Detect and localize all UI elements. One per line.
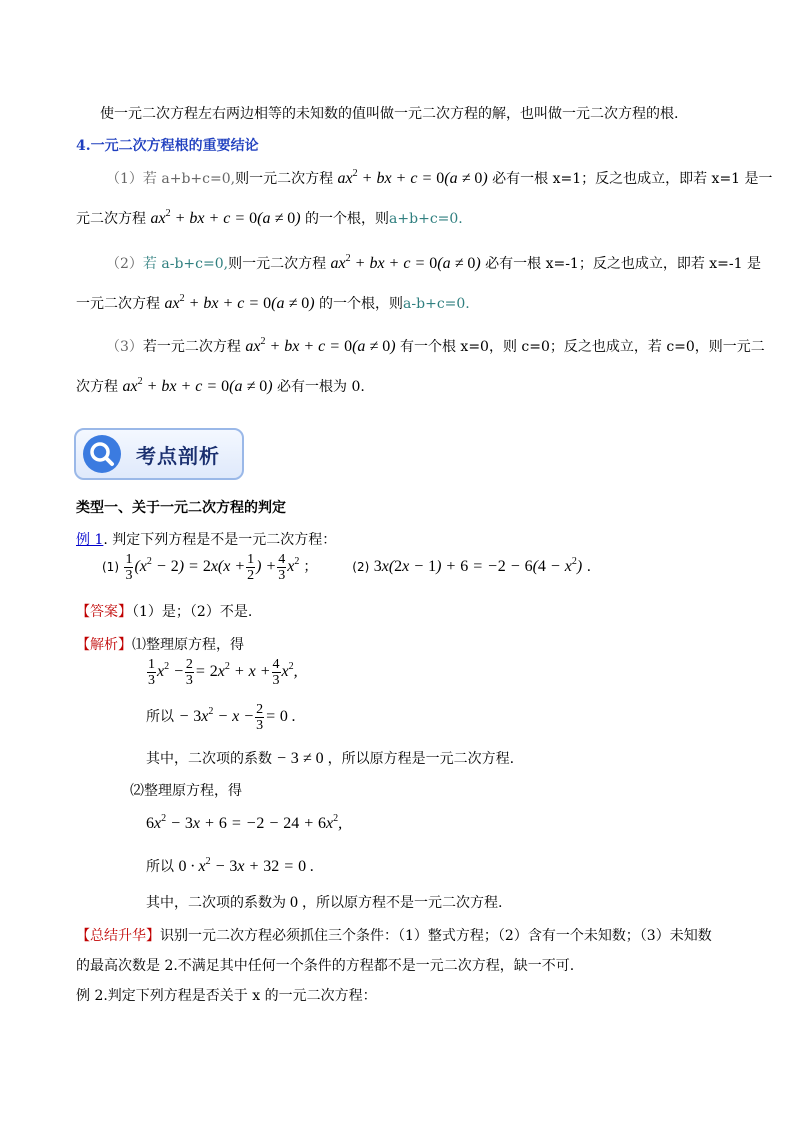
- equation-step: $\frac{1}{3}$ $x^2$ − $\frac{2}{3}$ = $2x^2 + x$ + $\frac{4}{3}$ $x^2$,: [148, 657, 298, 688]
- conclusion-text: 一元二次方程: [76, 296, 160, 312]
- quadratic-equation: $ax^2$ + bx + c = 0(a ≠ 0): [245, 336, 396, 355]
- analysis-text: ⑴整理原方程，得: [132, 637, 244, 653]
- section-banner: [74, 428, 244, 480]
- magnifier-icon: [82, 434, 122, 474]
- conclusion-3-line-1: [106, 336, 765, 356]
- equation-1: $\frac{1}{3}$ $(x^2 - 2) = 2x(x$ + $\frac{1}{2}$ ) + $\frac{4}{3}$ $x^2$: [125, 552, 300, 583]
- item-number: （1）: [106, 171, 143, 187]
- conclusion-2-line-1: [106, 253, 761, 273]
- conclusion-text: 则一元二次方程: [228, 256, 327, 272]
- analysis-conclusion-1: [146, 748, 514, 768]
- answer-text: （1）是；（2）不是.: [132, 604, 253, 620]
- conclusion-1-line-2: [76, 208, 463, 228]
- conclusion-text: 必有一根 x=-1；反之也成立，即若 x=-1 是: [485, 256, 762, 272]
- condition-text: 若 a-b+c=0,: [142, 256, 229, 272]
- equation-step: $6x^2 - 3x + 6 = -2 - 24 + 6x^2$,: [146, 813, 343, 832]
- condition-text: a-b+c=0.: [403, 296, 470, 312]
- analysis-text: 所以: [146, 859, 174, 875]
- conclusion-text: 的一个根，则: [319, 296, 404, 312]
- conclusion-text: 元二次方程: [76, 211, 146, 227]
- equation-2: $3x(2x - 1) + 6 = -2 - 6(4 - x^2)$: [373, 556, 583, 576]
- equation-label: (1): [102, 560, 119, 575]
- item-number: （3）: [106, 339, 143, 355]
- conclusion-text: 则一元二次方程: [235, 171, 334, 187]
- condition-text: 若 a+b+c=0,: [142, 171, 236, 187]
- analysis-text: 所以: [146, 709, 174, 726]
- analysis-equation-4: [146, 856, 314, 876]
- quadratic-equation: $ax^2$ + bx + c = 0(a ≠ 0): [330, 253, 481, 272]
- analysis-equation-3: [146, 815, 342, 833]
- analysis-text: 其中，二次项的系数: [146, 751, 272, 767]
- coefficient-value: 0: [286, 894, 302, 911]
- analysis-equation-2: [146, 702, 296, 733]
- quadratic-equation: $ax^2$ + bx + c = 0(a ≠ 0): [150, 208, 301, 227]
- conclusion-text: 必有一根 x=1；反之也成立，即若 x=1 是一: [492, 171, 773, 187]
- analysis-text: 其中，二次项的系数为: [146, 895, 286, 911]
- summary-tag: 【总结升华】: [76, 928, 160, 944]
- summary-line-2: 的最高次数是 2.不满足其中任何一个条件的方程都不是一元二次方程，缺一不可.: [76, 958, 575, 974]
- summary-text: 识别一元二次方程必须抓住三个条件：（1）整式方程；（2）含有一个未知数；（3）未知数: [160, 928, 712, 944]
- type-1-heading: 类型一、关于一元二次方程的判定: [76, 500, 286, 516]
- analysis-text: ，所以原方程不是一元二次方程.: [302, 895, 503, 911]
- item-number: （2）: [106, 256, 143, 272]
- conclusion-text: 有一个根 x=0，则 c=0；反之也成立，若 c=0，则一元二: [399, 339, 765, 355]
- definition-text: 使一元二次方程左右两边相等的未知数的值叫做一元二次方程的解，也叫做一元二次方程的根.: [100, 106, 679, 122]
- example-text: . 判定下列方程是不是一元二次方程：: [103, 532, 337, 548]
- coefficient-expression: − 3 ≠ 0: [272, 750, 324, 767]
- conclusion-text: 若一元二次方程: [142, 339, 241, 355]
- analysis-line-1: [76, 634, 244, 654]
- quadratic-equation: $ax^2$ + bx + c = 0(a ≠ 0): [164, 293, 315, 312]
- banner-title: 考点剖析: [136, 444, 220, 468]
- analysis-tag: 【解析】: [76, 637, 132, 653]
- analysis-text: ，所以原方程是一元二次方程.: [327, 751, 515, 767]
- equation-step: − $3x^2 - x$ − $\frac{2}{3}$ = 0 .: [178, 702, 296, 733]
- equation-step: $0 \cdot x^2 - 3x + 32 = 0$ .: [178, 856, 315, 875]
- quadratic-equation: $ax^2$ + bx + c = 0(a ≠ 0): [337, 168, 488, 187]
- example-2-prompt: 例 2.判定下列方程是否关于 x 的一元二次方程：: [76, 988, 377, 1004]
- analysis-equation-1: [146, 657, 298, 688]
- conclusion-2-line-2: [76, 293, 470, 313]
- conclusion-text: 次方程: [76, 379, 118, 395]
- answer-tag: 【答案】: [76, 604, 132, 620]
- example-label: 例 1: [76, 532, 104, 548]
- summary-line-1: [76, 925, 712, 945]
- example-1-equations: (1) $\frac{1}{3}$ $(x^2 - 2) = 2x(x$ + $\frac{1}{2}$ ) + $\frac{4}{3}$ $x^2$ ； (2) $3x(2x - 1) + 6 = -2 - 6(4 - x^2)$ .: [102, 552, 592, 583]
- analysis-line-2: ⑵整理原方程，得: [130, 783, 242, 799]
- equation-label: (2): [352, 560, 370, 575]
- answer-line: [76, 601, 252, 621]
- conclusion-1-line-1: [106, 168, 773, 188]
- condition-text: a+b+c=0.: [389, 211, 463, 227]
- conclusion-3-line-2: [76, 376, 365, 396]
- analysis-conclusion-2: [146, 892, 502, 912]
- example-1-prompt: [76, 529, 336, 549]
- quadratic-equation: $ax^2$ + bx + c = 0(a ≠ 0): [122, 376, 273, 395]
- conclusion-text: 的一个根，则: [305, 211, 390, 227]
- section-heading-4: 4.一元二次方程根的重要结论: [76, 138, 259, 154]
- conclusion-text: 必有一根为 0.: [277, 379, 365, 395]
